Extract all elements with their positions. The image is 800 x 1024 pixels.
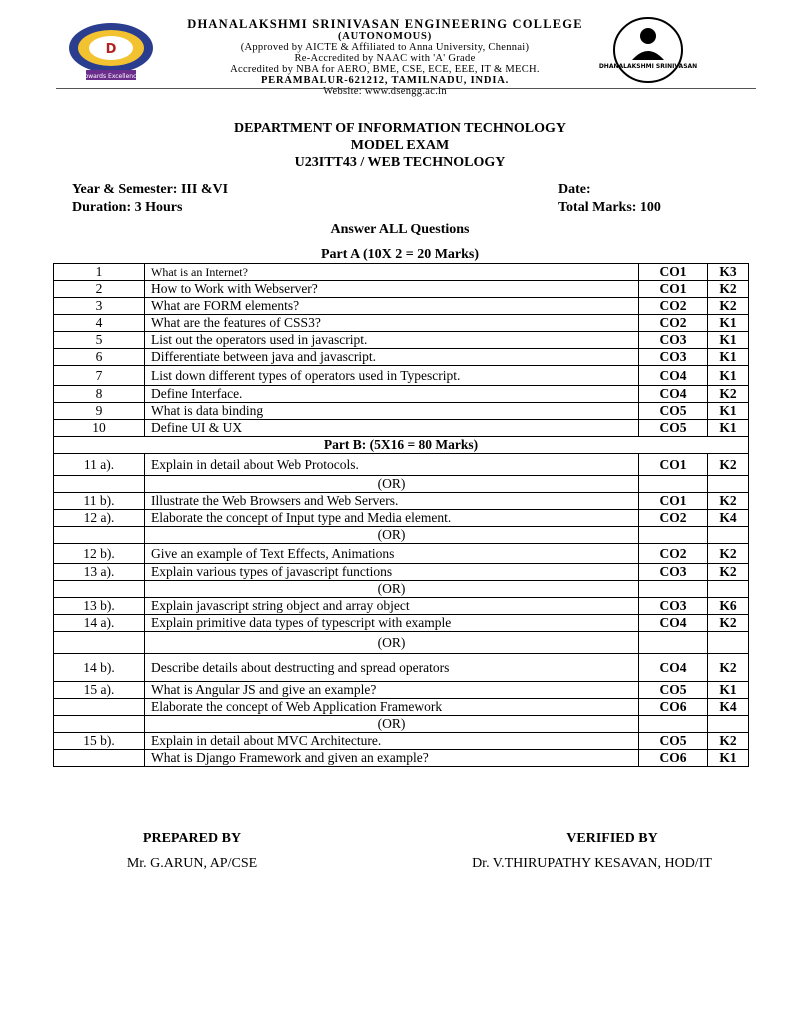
exam-meta-right [558, 181, 661, 217]
part-a-title: Part A (10X 2 = 20 Marks) [320, 247, 480, 262]
table-row: 6 Differentiate between java and javascript. CO3 K1 [54, 349, 749, 366]
or-row: (OR) [54, 632, 749, 654]
table-row: 1 What is an Internet? CO1 K3 [54, 264, 749, 281]
table-row: 14 a). Explain primitive data types of typescript with example CO4 K2 [54, 615, 749, 632]
table-row: 12 b). Give an example of Text Effects, Animations CO2 K2 [54, 544, 749, 564]
table-row: 3 What are FORM elements? CO2 K2 [54, 298, 749, 315]
table-row: 14 b). Describe details about destructing and spread operators CO4 K2 [54, 654, 749, 682]
table-row: What is Django Framework and given an example? CO6 K1 [54, 750, 749, 767]
svg-text:D: D [105, 42, 117, 57]
exam-title-block [0, 120, 800, 171]
approval-line: (Approved by AICTE & Affiliated to Anna University, Chennai) [240, 42, 530, 53]
autonomous-line: (AUTONOMOUS) [338, 31, 432, 42]
table-row: 15 a). What is Angular JS and give an example? CO5 K1 [54, 682, 749, 699]
year-semester: Year & Semester: III &VI [72, 182, 229, 197]
table-row: Elaborate the concept of Web Application Framework CO6 K4 [54, 699, 749, 716]
table-row: 7 List down different types of operators used in Typescript. CO4 K1 [54, 366, 749, 386]
table-row: 15 b). Explain in detail about MVC Architecture. CO5 K2 [54, 733, 749, 750]
course-title: U23ITT43 / WEB TECHNOLOGY [294, 155, 506, 170]
part-b-header-row [54, 437, 749, 454]
total-marks: Total Marks: 100 [558, 200, 661, 215]
exam-meta-left [72, 181, 228, 217]
or-row: (OR) [54, 581, 749, 598]
naac-line: Re-Accredited by NAAC with 'A' Grade [294, 53, 476, 64]
exam-date: Date: [558, 182, 591, 197]
table-row: 2 How to Work with Webserver? CO1 K2 [54, 281, 749, 298]
letterhead [60, 14, 760, 97]
or-row: (OR) [54, 527, 749, 544]
prepared-by-label: PREPARED BY [142, 831, 242, 846]
table-row: 9 What is data binding CO5 K1 [54, 403, 749, 420]
website-line: Website: www.dsengg.ac.in [323, 86, 447, 97]
part-b-title: Part B: (5X16 = 80 Marks) [54, 437, 749, 454]
nba-line: Accredited by NBA for AERO, BME, CSE, ECE, EEE, IT & MECH. [230, 64, 540, 75]
svg-text:DHANALAKSHMI SRINIVASAN: DHANALAKSHMI SRINIVASAN [598, 63, 698, 70]
table-row: 12 a). Elaborate the concept of Input type and Media element. CO2 K4 [54, 510, 749, 527]
prepared-by-name: Mr. G.ARUN, AP/CSE [126, 856, 258, 871]
college-details [160, 18, 610, 97]
table-row: 11 b). Illustrate the Web Browsers and Web Servers. CO1 K2 [54, 493, 749, 510]
header-divider [56, 88, 756, 89]
table-row: 5 List out the operators used in javascript. CO3 K1 [54, 332, 749, 349]
table-row: 13 a). Explain various types of javascript functions CO3 K2 [54, 564, 749, 581]
department-title: DEPARTMENT OF INFORMATION TECHNOLOGY [233, 121, 567, 136]
or-row: (OR) [54, 716, 749, 733]
svg-text:Towards Excellence: Towards Excellence [81, 73, 141, 80]
table-row: 10 Define UI & UX CO5 K1 [54, 420, 749, 437]
exam-name: MODEL EXAM [350, 138, 450, 153]
or-row: (OR) [54, 476, 749, 493]
table-row: 13 b). Explain javascript string object and array object CO3 K6 [54, 598, 749, 615]
founder-portrait-logo [598, 16, 698, 86]
verified-by-label: VERIFIED BY [566, 831, 658, 846]
address-line: PERAMBALUR-621212, TAMILNADU, INDIA. [260, 75, 510, 86]
table-row: 11 a). Explain in detail about Web Protocols. CO1 K2 [54, 454, 749, 476]
college-name: DHANALAKSHMI SRINIVASAN ENGINEERING COLLEGE [187, 17, 583, 31]
college-emblem-left-logo [66, 20, 156, 82]
questions-table [53, 263, 749, 767]
instruction: Answer ALL Questions [330, 222, 470, 237]
table-row: 8 Define Interface. CO4 K2 [54, 386, 749, 403]
duration: Duration: 3 Hours [72, 200, 183, 215]
table-row: 4 What are the features of CSS3? CO2 K1 [54, 315, 749, 332]
verified-by-name: Dr. V.THIRUPATHY KESAVAN, HOD/IT [472, 856, 712, 871]
